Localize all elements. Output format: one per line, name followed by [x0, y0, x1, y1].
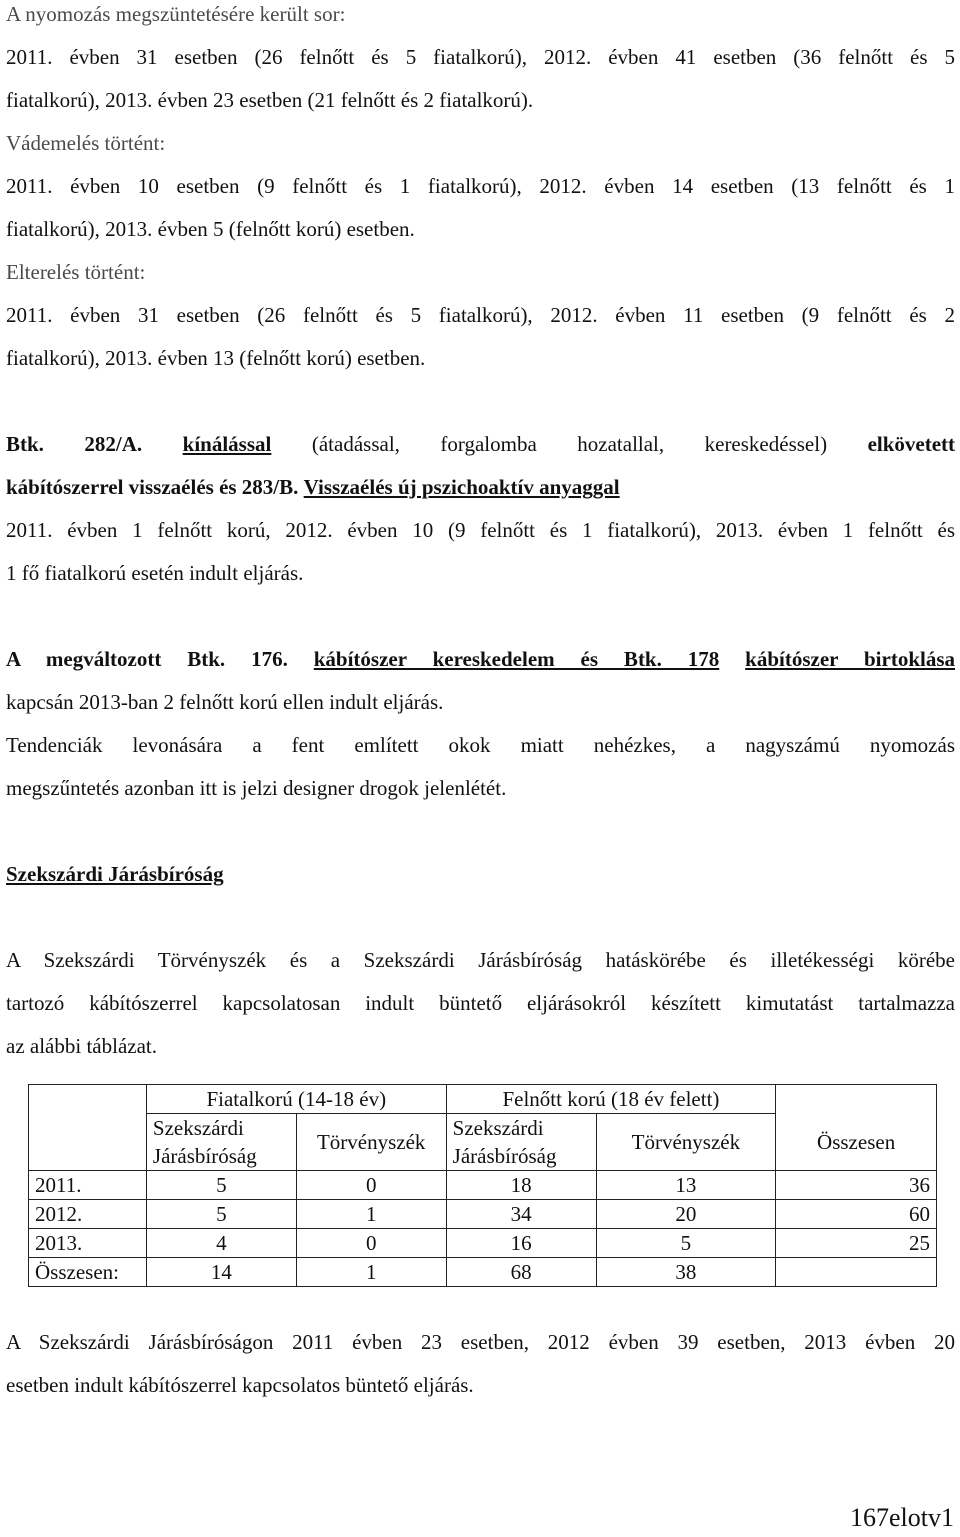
table-cell: 5: [596, 1229, 776, 1258]
table-cell: 36: [776, 1171, 937, 1200]
table-cell: 0: [296, 1229, 446, 1258]
section-title-court: Szekszárdi Járásbíróság: [6, 862, 224, 886]
table-row: [29, 1229, 937, 1258]
table-group-header: Felnőtt korú (18 év felett): [446, 1085, 776, 1114]
paragraph-line: az alábbi táblázat.: [6, 1034, 157, 1058]
table-cell: 13: [596, 1171, 776, 1200]
table-cell: 5: [146, 1200, 296, 1229]
table-header-row: [29, 1114, 937, 1171]
table-cell: 25: [776, 1229, 937, 1258]
table-column-header: Szekszárdi Járásbíróság: [146, 1114, 296, 1171]
table-row-label: 2012.: [29, 1200, 147, 1229]
paragraph-line: 2011. évben 1 felnőtt korú, 2012. évben 10 (9 felnőtt és 1 fiatalkorú), 2013. évben 1 felnőtt és: [6, 518, 955, 542]
paragraph-line: [6, 475, 620, 500]
table-row: [29, 1258, 937, 1287]
btk-ref: Btk. 282/A.: [6, 432, 143, 456]
paragraph-line: tartozó kábítószerrel kapcsolatosan indult büntető eljárásokról készített kimutatást tartalmazza: [6, 991, 955, 1015]
table-column-header: Összesen: [776, 1114, 937, 1171]
table-cell: 14: [146, 1258, 296, 1287]
table-row-label: 2011.: [29, 1171, 147, 1200]
table-cell: [776, 1258, 937, 1287]
table-corner-cell: [776, 1085, 937, 1114]
table-header-row: [29, 1085, 937, 1114]
paragraph-line: A Szekszárdi Járásbíróságon 2011 évben 23 esetben, 2012 évben 39 esetben, 2013 évben 20: [6, 1330, 955, 1354]
table-cell: 60: [776, 1200, 937, 1229]
table-cell: 0: [296, 1171, 446, 1200]
table-row: [29, 1171, 937, 1200]
section-heading-termination: A nyomozás megszüntetésére került sor:: [6, 2, 346, 26]
section-heading-diversion: Elterelés történt:: [6, 260, 146, 284]
section-heading-indictment: Vádemelés történt:: [6, 131, 166, 155]
table-group-header: Fiatalkorú (14-18 év): [146, 1085, 446, 1114]
table-cell: 20: [596, 1200, 776, 1229]
table-row: [29, 1200, 937, 1229]
paragraph-line: esetben indult kábítószerrel kapcsolatos büntető eljárás.: [6, 1373, 474, 1397]
paragraph-line: 2011. évben 31 esetben (26 felnőtt és 5 fiatalkorú), 2012. évben 41 esetben (36 felnőtt és 5: [6, 45, 955, 69]
table-cell: 34: [446, 1200, 596, 1229]
paragraph-line: 1 fő fiatalkorú esetén indult eljárás.: [6, 561, 304, 585]
page-footer-id: 167elotv1: [850, 1503, 954, 1532]
paragraph-line: fiatalkorú), 2013. évben 13 (felnőtt korú) esetben.: [6, 346, 426, 370]
table-cell: 18: [446, 1171, 596, 1200]
paragraph-line: 2011. évben 10 esetben (9 felnőtt és 1 fiatalkorú), 2012. évben 14 esetben (13 felnőtt és 1: [6, 174, 955, 198]
table-row-label: Összesen:: [29, 1258, 147, 1287]
offence-term: kínálással: [182, 432, 272, 456]
paragraph-line: fiatalkorú), 2013. évben 23 esetben (21 felnőtt és 2 fiatalkorú).: [6, 88, 534, 112]
paragraph-line: Tendenciák levonására a fent említett okok miatt nehézkes, a nagyszámú nyomozás: [6, 733, 955, 757]
offence-term: kábítószer birtoklása: [745, 647, 956, 671]
offence-term: elkövetett: [867, 432, 956, 456]
table-row-label: 2013.: [29, 1229, 147, 1258]
table-corner-cell: [29, 1114, 147, 1171]
paragraph-line: megszűntetés azonban itt is jelzi designer drogok jelenlétét.: [6, 776, 507, 800]
paragraph-line: kapcsán 2013-ban 2 felnőtt korú ellen indult eljárás.: [6, 690, 444, 714]
btk-ref: A megváltozott Btk. 176.: [6, 647, 288, 671]
table-column-header: Törvényszék: [596, 1114, 776, 1171]
statistics-table: [28, 1084, 937, 1287]
offence-term: kábítószer kereskedelem és Btk. 178: [313, 647, 720, 671]
paragraph-line: A Szekszárdi Törvényszék és a Szekszárdi Járásbíróság hatáskörébe és illetékességi körébe: [6, 948, 955, 972]
table-cell: 5: [146, 1171, 296, 1200]
table-cell: 1: [296, 1258, 446, 1287]
table-corner-cell: [29, 1085, 147, 1114]
table-column-header: Törvényszék: [296, 1114, 446, 1171]
paragraph-line: 2011. évben 31 esetben (26 felnőtt és 5 fiatalkorú), 2012. évben 11 esetben (9 felnőtt és 2: [6, 303, 955, 327]
table-cell: 4: [146, 1229, 296, 1258]
paragraph-line: fiatalkorú), 2013. évben 5 (felnőtt korú) esetben.: [6, 217, 415, 241]
table-cell: 68: [446, 1258, 596, 1287]
table-cell: 16: [446, 1229, 596, 1258]
paragraph-line-btk176: [6, 647, 955, 672]
table-cell: 1: [296, 1200, 446, 1229]
offence-detail: (átadással, forgalomba hozatallal, kereskedéssel): [311, 432, 828, 456]
paragraph-line-btk282: [6, 432, 955, 457]
offence-term: kábítószerrel visszaélés és 283/B.: [6, 475, 299, 499]
table-column-header: Szekszárdi Járásbíróság: [446, 1114, 596, 1171]
table-cell: 38: [596, 1258, 776, 1287]
offence-term: Visszaélés új pszichoaktív anyaggal: [303, 475, 620, 499]
